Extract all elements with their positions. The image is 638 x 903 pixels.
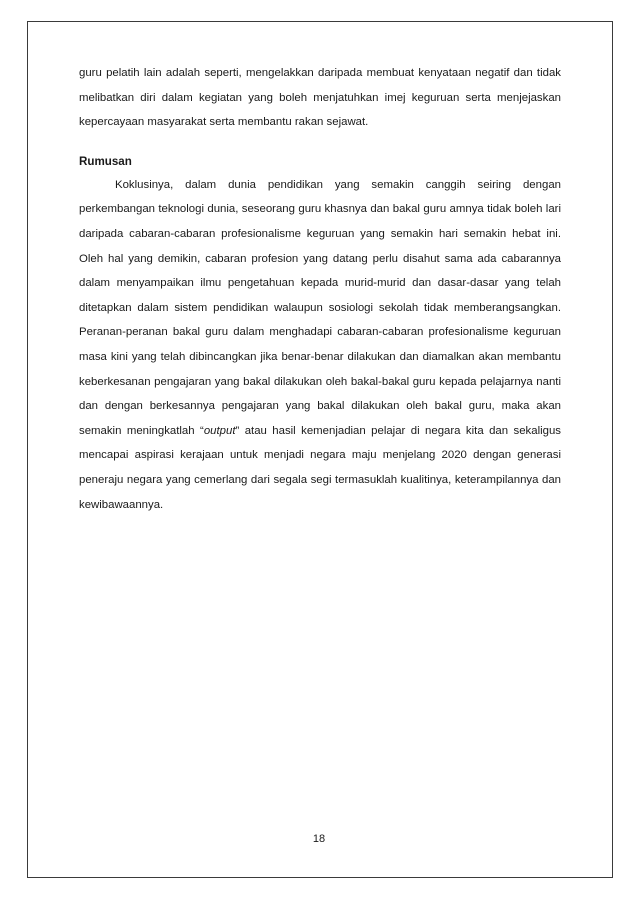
quoted-term-output: output — [203, 424, 236, 437]
conclusion-text-before: Koklusinya, dalam dunia pendidikan yang semakin canggih seiring dengan perkembangan teknologi dunia, seseorang guru khasnya dan bakal guru amnya tidak boleh lari daripada cabaran-cabaran profesionalisme keguruan yang semakin hari semakin hebat ini. Oleh hal yang demikin, cabaran profesion yang datang perlu disahut sama ada cabarannya dalam menyampaikan ilmu pengetahuan kepada murid-murid dan dasar-dasar yang telah ditetapkan dalam sistem pendidikan walaupun sosiologi sekolah tidak memberangsangkan. Peranan-peranan bakal guru dalam menghadapi cabaran-cabaran profesionalisme keguruan masa kini yang telah dibincangkan jika benar-benar dilakukan dan diamalkan akan membantu keberkesanan pengajaran yang bakal dilakukan oleh bakal-bakal guru kepada pelajarnya nanti dan dengan berkesannya pengajaran yang bakal dilakukan oleh bakal guru, maka akan semakin meningkatlah “ — [79, 178, 561, 437]
section-heading: Rumusan — [79, 154, 132, 168]
document-body — [79, 56, 561, 517]
paragraph-continuation: guru pelatih lain adalah seperti, mengelakkan daripada membuat kenyataan negatif dan tidak melibatkan diri dalam kegiatan yang boleh menjatuhkan imej keguruan serta menjejaskan kepercayaan masyarakat serta membantu rakan sejawat. — [79, 67, 561, 129]
paragraph-conclusion — [79, 173, 561, 517]
page-number: 18 — [312, 833, 326, 845]
conclusion-text-after: ” atau hasil kemenjadian pelajar di negara kita dan sekaligus mencapai aspirasi kerajaan untuk menjadi negara maju menjelang 2020 dengan generasi peneraju negara yang cemerlang dari segala segi termasuklah kualitinya, keterampilannya dan kewibawaannya. — [79, 424, 561, 511]
